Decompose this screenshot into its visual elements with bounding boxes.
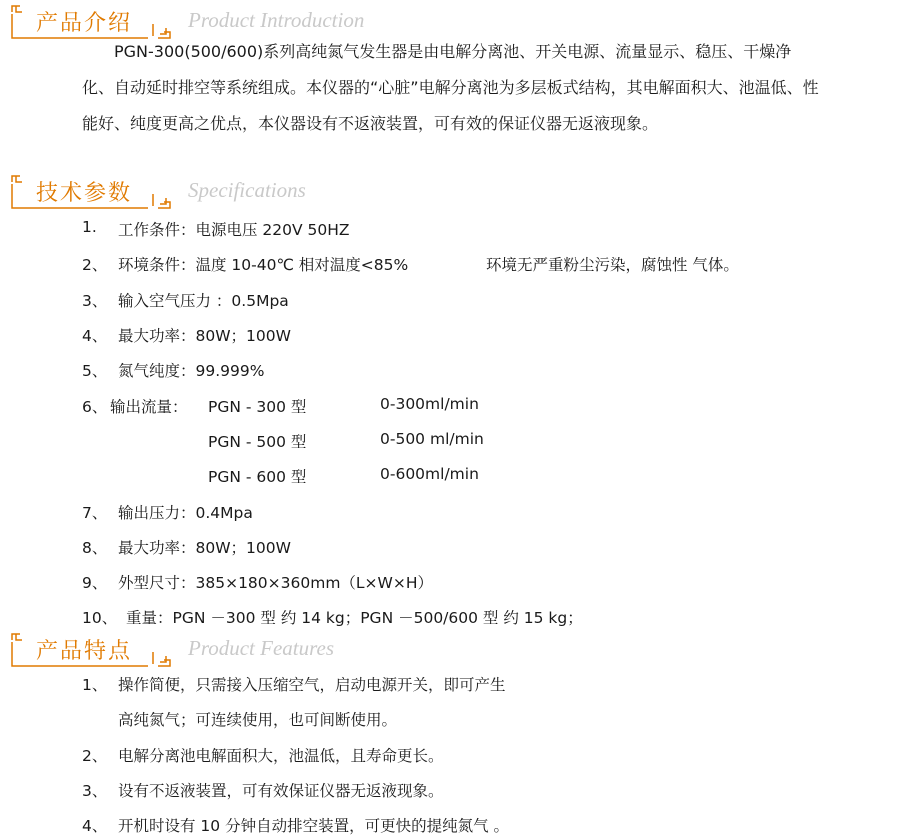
feature-number: 2、 [82,747,108,765]
spec-text: 最大功率：80W；100W [118,539,291,557]
spec-text: 最大功率：80W；100W [118,327,291,345]
spec-number: 8、 [82,539,108,557]
flow-model: PGN - 600 型 [208,468,307,486]
intro-text: PGN-300(500/600)系列高纯氮气发生器是由电解分离池、开关电源、流量显示、稳压、干燥净化、自动延时排空等系统组成。本仪器的“心脏”电解分离池为多层板式结构，其电解面积大、池温低、性能好、纯度更高之优点，本仪器设有不返液装置，可有效的保证仪器无返液现象。 [82,42,819,133]
flow-value: 0-600ml/min [380,465,479,483]
spec-text: 环境条件：温度 10-40℃ 相对温度<85% [118,256,409,274]
feature-text: 设有不返液装置，可有效保证仪器无返液现象。 [118,782,444,800]
spec-text: 重量：PGN －300 型 约 14 kg；PGN －500/600 型 约 15 kg； [126,609,583,627]
flow-model: PGN - 300 型 [208,398,307,416]
spec-number: 9、 [82,574,108,592]
spec-text: 外型尺寸：385×180×360mm（L×W×H） [118,574,434,592]
spec-number: 2、 [82,256,108,274]
spec-text: 输入空气压力 ：0.5Mpa [118,292,289,310]
feature-number: 4、 [82,817,108,835]
section-title-en: Product Introduction [188,8,365,32]
spec-text: 氮气纯度：99.999% [118,362,265,380]
spec-number: 10、 [82,609,118,627]
spec-text-extra: 环境无严重粉尘污染，腐蚀性 气体。 [486,256,739,274]
feature-text: 操作简便，只需接入压缩空气，启动电源开关，即可产生 [118,676,506,694]
section-title-cn: 产品特点 [36,639,133,664]
spec-number: 1. [82,218,97,236]
feature-text: 高纯氮气；可连续使用，也可间断使用。 [118,711,398,729]
feature-number: 3、 [82,782,108,800]
feature-text: 开机时设有 10 分钟自动排空装置，可更快的提纯氮气 。 [118,817,510,835]
spec-number: 5、 [82,362,108,380]
spec-number: 3、 [82,292,108,310]
feature-number: 1、 [82,676,108,694]
spec-label: 输出流量： [110,398,188,416]
spec-number: 4、 [82,327,108,345]
section-title-en: Product Features [188,636,334,660]
section-header-features [8,630,488,670]
flow-value: 0-300ml/min [380,395,479,413]
section-title-cn: 产品介绍 [36,11,133,36]
flow-value: 0-500 ml/min [380,430,484,448]
section-title-cn: 技术参数 [36,181,133,206]
intro-paragraph [82,34,822,142]
section-header-specs [8,172,488,212]
spec-number: 6、 [82,398,108,416]
feature-text: 电解分离池电解面积大，池温低，且寿命更长。 [118,747,444,765]
spec-text: 工作条件：电源电压 220V 50HZ [118,221,350,239]
flow-model: PGN - 500 型 [208,433,307,451]
spec-number: 7、 [82,504,108,522]
section-title-en: Specifications [188,178,306,202]
spec-text: 输出压力：0.4Mpa [118,504,253,522]
